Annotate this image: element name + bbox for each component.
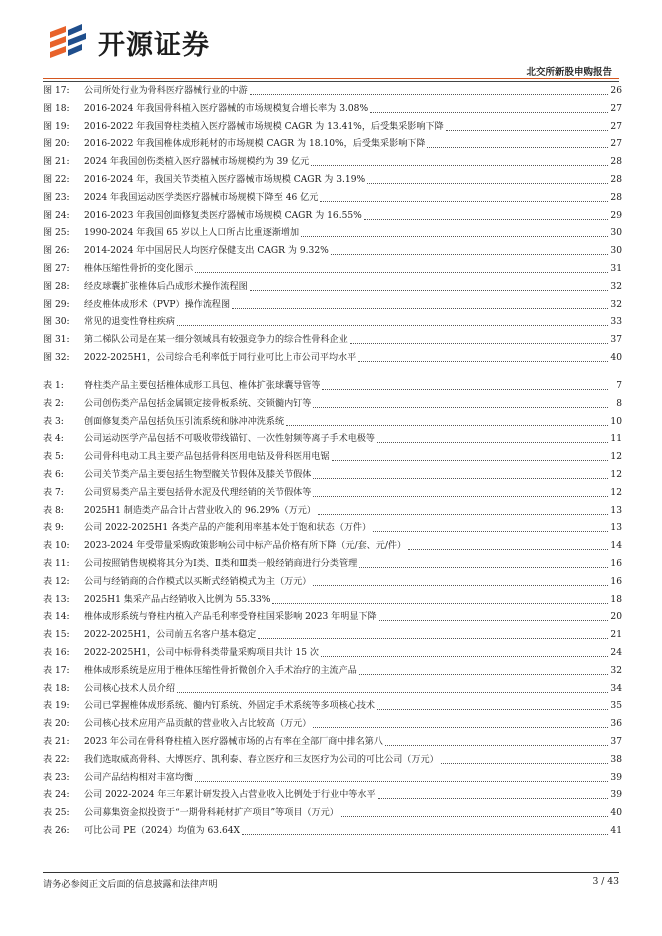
entry-label: 表 11: bbox=[43, 559, 70, 569]
entry-page: 12 bbox=[610, 487, 622, 498]
leader-dots bbox=[441, 763, 608, 764]
entry-title: 公司创伤类产品包括金属锁定接骨板系统、交锁髓内钉等 bbox=[84, 398, 312, 409]
entry-page: 37 bbox=[610, 335, 622, 346]
leader-dots bbox=[427, 147, 608, 148]
leader-dots bbox=[311, 165, 608, 166]
entry-label: 表 8: bbox=[43, 505, 64, 516]
entry-title: 2023-2024 年受带量采购政策影响公司中标产品价格有所下降（元/套、元/件） bbox=[84, 541, 407, 552]
entry-page: 27 bbox=[610, 103, 622, 114]
entry-title: 公司骨科电动工具主要产品包括骨科医用电钻及骨科医用电锯 bbox=[84, 452, 330, 463]
leader-dots bbox=[377, 442, 608, 443]
entry-label: 图 17: bbox=[43, 86, 70, 96]
figure-entry[interactable] bbox=[43, 351, 622, 365]
kaiyuan-logo-icon bbox=[46, 22, 92, 62]
entry-label: 表 12: bbox=[43, 576, 70, 587]
entry-title: 椎体成形系统与脊柱内植入产品毛利率受脊柱国采影响 2023 年明显下降 bbox=[84, 612, 377, 623]
entry-title: 公司贸易类产品主要包括骨水泥及代理经销的关节假体等 bbox=[84, 487, 312, 498]
table-entry[interactable] bbox=[43, 593, 622, 607]
entry-title: 2024 年我国创伤类植入医疗器械市场规模约为 39 亿元 bbox=[84, 157, 310, 168]
leader-dots bbox=[250, 290, 608, 291]
entry-label: 图 25: bbox=[43, 228, 70, 239]
entry-title: 经皮椎体成形术（PVP）操作流程图 bbox=[84, 299, 231, 310]
figure-entry[interactable] bbox=[43, 333, 622, 347]
leader-dots bbox=[258, 638, 608, 639]
entry-title: 2014-2024 年中国居民人均医疗保健支出 CAGR 为 9.32% bbox=[84, 246, 329, 257]
entry-label: 图 32: bbox=[43, 353, 70, 363]
entry-page: 27 bbox=[610, 121, 622, 132]
entry-title: 第二梯队公司是在某一细分领域具有较强竞争力的综合性骨科企业 bbox=[84, 335, 348, 346]
entry-label: 表 26: bbox=[43, 826, 70, 836]
entry-label: 表 21: bbox=[43, 737, 70, 747]
leader-dots bbox=[359, 674, 608, 675]
entry-page: 20 bbox=[610, 612, 622, 623]
entry-label: 图 28: bbox=[43, 281, 70, 292]
entry-page: 40 bbox=[610, 808, 622, 819]
entry-title: 公司 2022-2024 年三年累计研发投入占营业收入比例处于行业中等水平 bbox=[84, 790, 376, 801]
entry-page: 39 bbox=[610, 790, 622, 801]
figure-entry[interactable] bbox=[43, 280, 622, 294]
entry-page: 34 bbox=[610, 683, 622, 694]
entry-label: 图 21: bbox=[43, 157, 70, 168]
entry-title: 2016-2024 年我国骨科植入医疗器械的市场规模复合增长率为 3.08% bbox=[84, 103, 369, 114]
entry-page: 32 bbox=[610, 281, 622, 292]
leader-dots bbox=[313, 407, 608, 408]
table-entry[interactable] bbox=[43, 735, 622, 749]
leader-dots bbox=[373, 531, 608, 532]
leader-dots bbox=[320, 201, 608, 202]
table-entry[interactable] bbox=[43, 628, 622, 642]
leader-dots bbox=[250, 94, 608, 95]
entry-label: 图 23: bbox=[43, 192, 70, 203]
table-entry[interactable] bbox=[43, 504, 622, 518]
entry-page: 11 bbox=[610, 434, 622, 445]
entry-page: 33 bbox=[610, 317, 622, 328]
table-entry[interactable] bbox=[43, 468, 622, 482]
entry-page: 13 bbox=[610, 505, 622, 516]
table-entry[interactable] bbox=[43, 682, 622, 696]
leader-dots bbox=[313, 585, 608, 586]
entry-title: 2022-2025H1，公司前五名客户基本稳定 bbox=[84, 630, 257, 641]
leader-dots bbox=[272, 603, 608, 604]
entry-label: 图 22: bbox=[43, 175, 70, 185]
leader-dots bbox=[313, 496, 608, 497]
entry-label: 表 22: bbox=[43, 754, 70, 765]
entry-label: 表 10: bbox=[43, 541, 70, 552]
entry-page: 30 bbox=[610, 246, 622, 257]
figure-entry[interactable] bbox=[43, 155, 622, 169]
entry-title: 创面修复类产品包括负压引流系统和脉冲冲洗系统 bbox=[84, 416, 285, 427]
table-entry[interactable] bbox=[43, 575, 622, 589]
leader-dots bbox=[331, 254, 608, 255]
table-entry[interactable] bbox=[43, 397, 622, 411]
entry-page: 28 bbox=[610, 157, 622, 168]
entry-page: 8 bbox=[616, 398, 622, 409]
entry-page: 39 bbox=[610, 772, 622, 783]
entry-label: 表 3: bbox=[43, 416, 64, 427]
table-entry[interactable] bbox=[43, 771, 622, 785]
table-entry[interactable] bbox=[43, 646, 622, 660]
table-entry[interactable] bbox=[43, 486, 622, 500]
entry-label: 表 2: bbox=[43, 398, 64, 409]
entry-label: 图 24: bbox=[43, 210, 70, 221]
leader-dots bbox=[350, 343, 608, 344]
leader-dots bbox=[364, 219, 608, 220]
entry-title: 2022-2025H1，公司中标骨科类带量采购项目共计 15 次 bbox=[84, 648, 320, 658]
entry-page: 40 bbox=[610, 353, 622, 363]
leader-dots bbox=[313, 478, 608, 479]
leader-dots bbox=[367, 183, 608, 184]
leader-dots bbox=[195, 272, 608, 273]
table-entry[interactable] bbox=[43, 806, 622, 820]
entry-label: 表 9: bbox=[43, 523, 64, 534]
leader-dots bbox=[195, 781, 608, 782]
entry-page: 31 bbox=[610, 264, 622, 274]
entry-title: 公司运动医学产品包括不可吸收带线锚钉、一次性射频等离子手术电极等 bbox=[84, 434, 376, 445]
entry-page: 7 bbox=[616, 381, 622, 391]
entry-label: 表 13: bbox=[43, 594, 70, 605]
entry-page: 10 bbox=[610, 416, 622, 427]
entry-label: 表 23: bbox=[43, 772, 70, 783]
entry-page: 28 bbox=[610, 192, 622, 203]
entry-title: 公司 2022-2025H1 各类产品的产能利用率基本处于饱和状态（万件） bbox=[84, 523, 372, 534]
leader-dots bbox=[341, 816, 608, 817]
header-divider bbox=[43, 78, 619, 79]
entry-page: 35 bbox=[610, 701, 622, 712]
leader-dots bbox=[385, 745, 608, 746]
leader-dots bbox=[378, 798, 608, 799]
table-entry[interactable] bbox=[43, 664, 622, 678]
entry-label: 表 25: bbox=[43, 808, 70, 819]
table-entry[interactable] bbox=[43, 717, 622, 731]
entry-title: 公司已掌握椎体成形系统、髓内钉系统、外固定手术系统等多项核心技术 bbox=[84, 701, 376, 712]
entry-title: 2024 年我国运动医学类医疗器械市场规模下降至 46 亿元 bbox=[84, 192, 319, 203]
entry-title: 2016-2022 年我国椎体成形耗材的市场规模 CAGR 为 18.10%，后受集采影响下降 bbox=[84, 139, 426, 150]
leader-dots bbox=[322, 389, 608, 390]
entry-title: 公司关节类产品主要包括生物型髋关节假体及膝关节假体 bbox=[84, 470, 312, 480]
leader-dots bbox=[379, 620, 608, 621]
table-entry[interactable] bbox=[43, 824, 622, 838]
entry-title: 椎体成形系统是应用于椎体压缩性骨折微创介入手术治疗的主流产品 bbox=[84, 665, 357, 676]
entry-title: 2016-2024 年，我国关节类植入医疗器械市场规模 CAGR 为 3.19% bbox=[84, 175, 366, 185]
entry-title: 我们选取威高骨科、大博医疗、凯利泰、春立医疗和三友医疗为公司的可比公司（万元） bbox=[84, 754, 439, 765]
figure-entry[interactable] bbox=[43, 173, 622, 187]
entry-title: 公司所处行业为骨科医疗器械行业的中游 bbox=[84, 86, 248, 96]
entry-title: 1990-2024 年我国 65 岁以上人口所占比重逐渐增加 bbox=[84, 228, 300, 239]
entry-label: 图 18: bbox=[43, 103, 70, 114]
leader-dots bbox=[359, 567, 608, 568]
entry-page: 37 bbox=[610, 737, 622, 747]
figure-entry[interactable] bbox=[43, 244, 622, 258]
entry-title: 2023 年公司在骨科脊柱植入医疗器械市场的占有率在全部厂商中排名第八 bbox=[84, 737, 383, 747]
table-entry[interactable] bbox=[43, 379, 622, 393]
entry-page: 30 bbox=[610, 228, 622, 239]
header-divider-thin bbox=[43, 81, 619, 82]
entry-page: 36 bbox=[610, 719, 622, 730]
entry-title: 可比公司 PE（2024）均值为 63.64X bbox=[84, 826, 241, 836]
leader-dots bbox=[332, 460, 608, 461]
entry-label: 图 27: bbox=[43, 264, 70, 274]
table-entry[interactable] bbox=[43, 432, 622, 446]
entry-label: 表 24: bbox=[43, 790, 70, 801]
leader-dots bbox=[377, 709, 608, 710]
entry-page: 21 bbox=[610, 630, 622, 641]
entry-label: 图 20: bbox=[43, 139, 70, 150]
entry-title: 公司与经销商的合作模式以买断式经销模式为主（万元） bbox=[84, 576, 312, 587]
entry-page: 41 bbox=[610, 826, 622, 836]
entry-title: 脊柱类产品主要包括椎体成形工具包、椎体扩张球囊导管等 bbox=[84, 381, 321, 391]
entry-page: 28 bbox=[610, 175, 622, 185]
leader-dots bbox=[370, 112, 608, 113]
entry-page: 32 bbox=[610, 299, 622, 310]
entry-title: 椎体压缩性骨折的变化图示 bbox=[84, 264, 194, 274]
entry-label: 图 31: bbox=[43, 335, 70, 346]
leader-dots bbox=[177, 325, 608, 326]
entry-label: 图 30: bbox=[43, 317, 70, 328]
entry-title: 公司募集资金拟投资于“一期骨科耗材扩产项目”等项目（万元） bbox=[84, 808, 339, 819]
figure-entry[interactable] bbox=[43, 120, 622, 134]
figure-entry[interactable] bbox=[43, 102, 622, 116]
entry-label: 表 20: bbox=[43, 719, 70, 730]
leader-dots bbox=[321, 656, 608, 657]
entry-page: 12 bbox=[610, 470, 622, 480]
entry-label: 表 1: bbox=[43, 381, 64, 391]
entry-title: 公司核心技术人员介绍 bbox=[84, 683, 175, 694]
entry-label: 表 14: bbox=[43, 612, 70, 623]
leader-dots bbox=[318, 514, 608, 515]
entry-title: 经皮球囊扩张椎体后凸成形术操作流程图 bbox=[84, 281, 248, 292]
entry-label: 表 7: bbox=[43, 487, 64, 498]
brand-logo bbox=[46, 20, 210, 64]
figure-entry[interactable] bbox=[43, 191, 622, 205]
leader-dots bbox=[408, 549, 608, 550]
entry-page: 18 bbox=[610, 594, 622, 605]
entry-page: 26 bbox=[610, 86, 622, 96]
entry-page: 32 bbox=[610, 665, 622, 676]
leader-dots bbox=[177, 692, 608, 693]
entry-title: 2016-2022 年我国脊柱类植入医疗器械市场规模 CAGR 为 13.41%，后受集采影响下降 bbox=[84, 121, 444, 132]
entry-label: 图 29: bbox=[43, 299, 70, 310]
entry-label: 表 17: bbox=[43, 665, 70, 676]
table-entry[interactable] bbox=[43, 753, 622, 767]
entry-page: 13 bbox=[610, 523, 622, 534]
table-entry[interactable] bbox=[43, 557, 622, 571]
entry-label: 表 18: bbox=[43, 683, 70, 694]
figure-entry[interactable] bbox=[43, 298, 622, 312]
figure-entry[interactable] bbox=[43, 209, 622, 223]
table-entry[interactable] bbox=[43, 450, 622, 464]
entry-title: 2016-2023 年我国创面修复类医疗器械市场规模 CAGR 为 16.55% bbox=[84, 210, 362, 221]
figure-entry[interactable] bbox=[43, 137, 622, 151]
table-entry[interactable] bbox=[43, 699, 622, 713]
entry-page: 16 bbox=[610, 576, 622, 587]
leader-dots bbox=[301, 236, 608, 237]
entry-label: 表 19: bbox=[43, 701, 70, 712]
table-entry[interactable] bbox=[43, 610, 622, 624]
table-entry[interactable] bbox=[43, 788, 622, 802]
entry-label: 表 6: bbox=[43, 470, 64, 480]
report-type: 北交所新股申购报告 bbox=[526, 67, 612, 78]
leader-dots bbox=[358, 361, 608, 362]
footer-disclaimer: 请务必参阅正文后面的信息披露和法律声明 bbox=[43, 879, 218, 890]
entry-title: 公司产品结构相对丰富均衡 bbox=[84, 772, 194, 783]
entry-title: 2025H1 集采产品占经销收入比例为 55.33% bbox=[84, 594, 271, 605]
page-number: 3 / 43 bbox=[592, 876, 619, 887]
entry-page: 16 bbox=[610, 559, 622, 569]
leader-dots bbox=[446, 130, 608, 131]
table-entry[interactable] bbox=[43, 415, 622, 429]
entry-label: 表 4: bbox=[43, 434, 64, 445]
entry-label: 表 15: bbox=[43, 630, 70, 641]
entry-label: 表 5: bbox=[43, 452, 64, 463]
entry-page: 14 bbox=[610, 541, 622, 552]
entry-title: 常见的退变性脊柱疾病 bbox=[84, 317, 175, 328]
entry-title: 2022-2025H1，公司综合毛利率低于同行业可比上市公司平均水平 bbox=[84, 353, 357, 363]
figure-entry[interactable] bbox=[43, 262, 622, 276]
leader-dots bbox=[232, 308, 608, 309]
entry-page: 24 bbox=[610, 648, 622, 658]
entry-page: 29 bbox=[610, 210, 622, 221]
entry-title: 2025H1 制造类产品合计占营业收入的 96.29%（万元） bbox=[84, 505, 316, 516]
brand-name: 开源证券 bbox=[98, 29, 210, 61]
table-entry[interactable] bbox=[43, 539, 622, 553]
entry-page: 27 bbox=[610, 139, 622, 150]
figure-entry[interactable] bbox=[43, 84, 622, 98]
leader-dots bbox=[313, 727, 608, 728]
figure-entry[interactable] bbox=[43, 226, 622, 240]
entry-page: 38 bbox=[610, 754, 622, 765]
entry-title: 公司核心技术应用产品贡献的营业收入占比较高（万元） bbox=[84, 719, 312, 730]
entry-label: 表 16: bbox=[43, 648, 70, 658]
entry-label: 图 19: bbox=[43, 121, 70, 132]
entry-title: 公司按照销售规模将其分为Ⅰ类、Ⅱ类和Ⅲ类一般经销商进行分类管理 bbox=[84, 559, 358, 569]
leader-dots bbox=[286, 425, 608, 426]
footer-divider bbox=[43, 872, 619, 873]
entry-label: 图 26: bbox=[43, 246, 70, 257]
table-entry[interactable] bbox=[43, 521, 622, 535]
entry-page: 12 bbox=[610, 452, 622, 463]
leader-dots bbox=[242, 834, 608, 835]
figure-entry[interactable] bbox=[43, 315, 622, 329]
